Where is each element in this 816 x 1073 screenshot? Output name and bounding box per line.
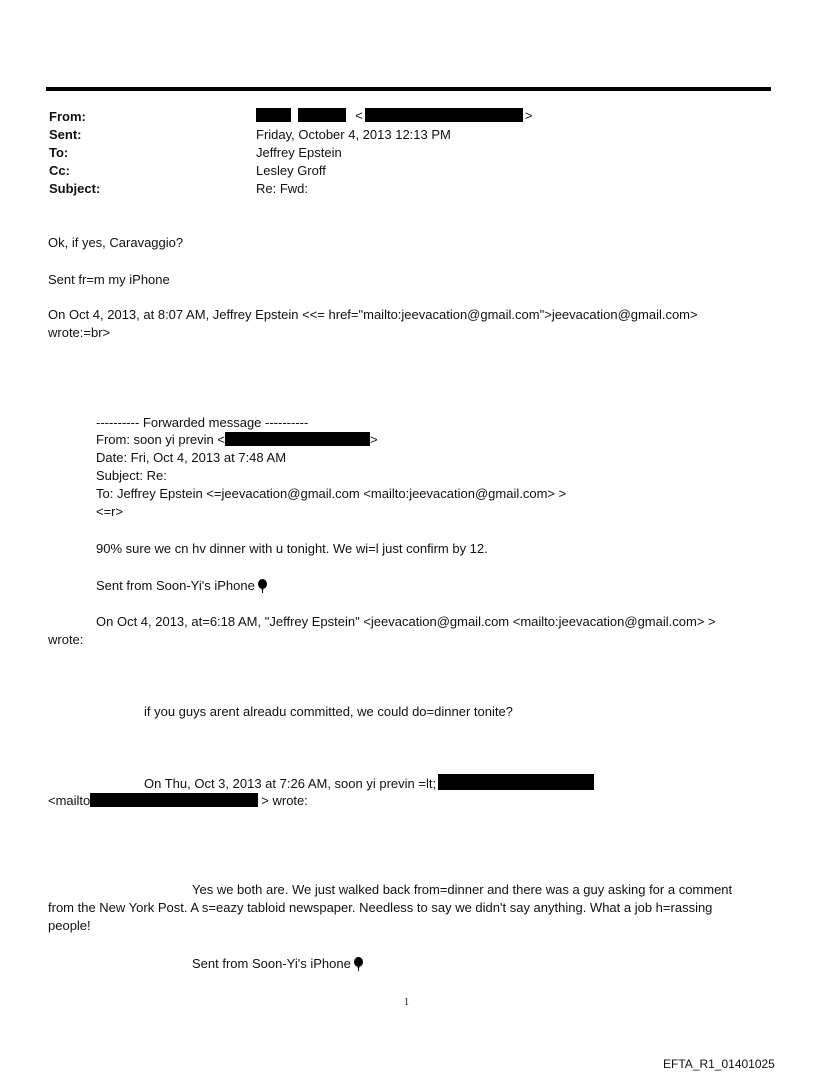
fwd-br: <=r> [96, 504, 124, 519]
quote-header: wrote:=br> [48, 325, 111, 340]
bates-number: EFTA_R1_01401025 [663, 1057, 775, 1071]
to-value: Jeffrey Epstein [256, 145, 342, 160]
redaction-bar [365, 108, 523, 122]
redaction-bar [225, 432, 370, 446]
signature-text: Sent from Soon-Yi's iPhone [192, 956, 351, 971]
quote-header: On Oct 4, 2013, at 8:07 AM, Jeffrey Epstein <<= href="mailto:jeevacation@gmail.com">jeevacation@gmail.com> [48, 307, 698, 322]
reply-text: people! [48, 918, 91, 933]
balloon-icon [258, 579, 267, 593]
quote-header [144, 774, 594, 793]
quote-header [48, 792, 308, 810]
quote2-mailto: <mailto [48, 793, 91, 808]
subject-label: Subject: [49, 181, 101, 196]
redaction-bar [90, 793, 258, 807]
signature-text: Sent from Soon-Yi's iPhone [96, 578, 255, 593]
fwd-subject: Subject: Re: [96, 468, 167, 483]
sent-value: Friday, October 4, 2013 12:13 PM [256, 127, 451, 142]
header-rule [46, 87, 771, 91]
cc-label: Cc: [49, 163, 70, 178]
redaction-bar [298, 108, 346, 122]
from-gt: > [524, 108, 533, 123]
body-line: Sent fr=m my iPhone [48, 272, 170, 287]
quote-header: On Oct 4, 2013, at=6:18 AM, "Jeffrey Epstein" <jeevacation@gmail.com <mailto:jeevacation@gmail.com> > [96, 614, 716, 629]
cc-value: Lesley Groff [256, 163, 326, 178]
fwd-from [96, 431, 378, 449]
fwd-from-suffix: > [369, 432, 378, 447]
redaction-bar [438, 774, 594, 790]
balloon-icon [354, 957, 363, 971]
signature [192, 955, 363, 973]
fwd-date: Date: Fri, Oct 4, 2013 at 7:48 AM [96, 450, 287, 465]
sent-label: Sent: [49, 127, 82, 142]
from-value [256, 108, 532, 123]
question-text: if you guys arent alreadu committed, we could do=dinner tonite? [144, 704, 513, 719]
quote2-suffix: > wrote: [261, 793, 308, 808]
quote2-text: On Thu, Oct 3, 2013 at 7:26 AM, soon yi previn =lt; [144, 776, 437, 791]
reply-text: 90% sure we cn hv dinner with u tonight. We wi=l just confirm by 12. [96, 541, 488, 556]
fwd-from-prefix: From: soon yi previn < [96, 432, 225, 447]
page-number: 1 [404, 997, 409, 1008]
body-line: Ok, if yes, Caravaggio? [48, 235, 184, 250]
reply-text: from the New York Post. A s=eazy tabloid newspaper. Needless to say we didn't say anything. What a job h=rassing [48, 900, 713, 915]
fwd-to: To: Jeffrey Epstein <=jeevacation@gmail.com <mailto:jeevacation@gmail.com> > [96, 486, 567, 501]
quote-header: wrote: [48, 632, 84, 647]
forwarded-marker: ---------- Forwarded message ---------- [96, 415, 309, 430]
from-label: From: [49, 109, 86, 124]
redaction-bar [256, 108, 291, 122]
to-label: To: [49, 145, 69, 160]
signature [96, 577, 267, 595]
reply-text: Yes we both are. We just walked back from=dinner and there was a guy asking for a comment [192, 882, 733, 897]
from-lt: < [355, 108, 363, 123]
subject-value: Re: Fwd: [256, 181, 309, 196]
